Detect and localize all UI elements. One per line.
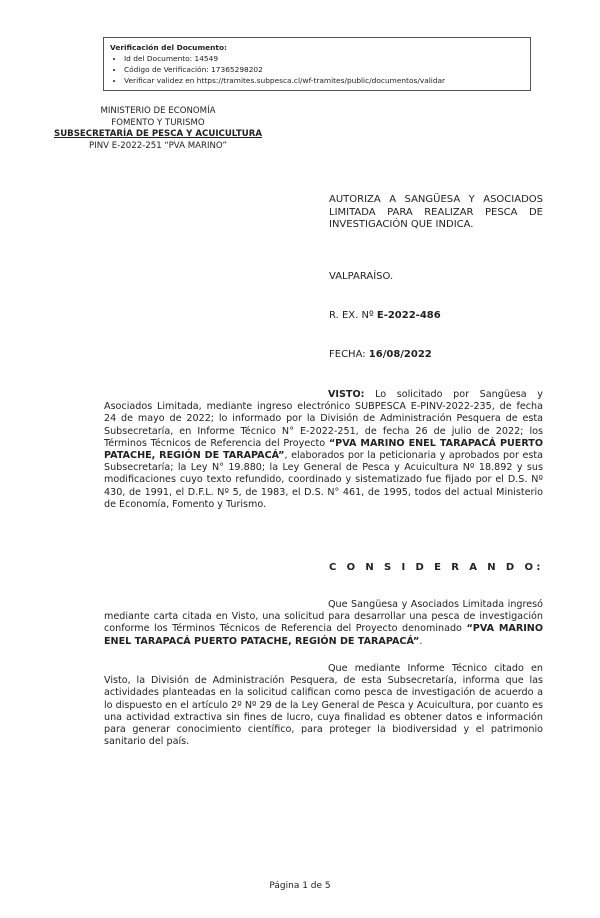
rex-line [329,310,441,321]
date-value: 16/08/2022 [368,349,432,360]
visto-paragraph [104,389,543,511]
verification-box [103,37,531,91]
page-number: Página 1 de 5 [269,881,331,891]
rex-label: R. EX. Nº [329,310,374,321]
visto-text-2: , elaborados por la peticionaria y aprobados por esta Subsecretaría; la Ley N° 19.880; la Ley General de Pesca y Acuicultura Nº 18.892 y sus modificaciones cuyo texto refundido, coordinado y sistematizado fue fijado por el D.S. Nº 430, de 1991, el D.F.L. Nº 5, de 1983, el D.S. N° 461, de 1995, todos del actual Ministerio de Economía, Fomento y Turismo. [104,450,543,510]
verification-title: Verificación del Documento: [110,43,227,52]
verification-code: • Código de Verificación: 17365298202 [124,64,524,75]
considerando-p1-text: Que Sangüesa y Asociados Limitada ingresó mediante carta citada en Visto, una solicitud para desarrollar una pesca de investigación conforme los Términos Técnicos de Referencia del Proyecto denominado [104,599,543,635]
verification-id: • Id del Documento: 14549 [124,53,524,64]
considerando-title: C O N S I D E R A N D O: [329,562,544,573]
document-header [36,106,280,152]
city-line: VALPARAÍSO. [329,271,394,282]
resolution-summary: AUTORIZA A SANGÜESA Y ASOCIADOS LIMITADA PARA REALIZAR PESCA DE INVESTIGACIÓN QUE INDICA. [329,194,543,230]
visto-project: “PVA MARINO ENEL TARAPACÁ PUERTO PATACHE, REGIÓN DE TARAPACÁ” [104,437,543,462]
reference-code: PINV E-2022-251 “PVA MARINO” [89,140,227,151]
considerando-paragraph-1 [104,599,543,648]
considerando-p1-end: . [419,635,423,647]
considerando-paragraph-2 [104,663,543,748]
visto-label: VISTO: [328,389,365,400]
date-label: FECHA: [329,349,366,360]
date-line [329,349,432,360]
subsecretaria-name: SUBSECRETARÍA DE PESCA Y ACUICULTURA [54,129,262,139]
verification-list [110,53,524,86]
visto-text-1: Lo solicitado por Sangüesa y Asociados Limitada, mediante ingreso electrónico SUBPESCA E-PINV-2022-235, de fecha 24 de mayo de 2022; lo informado por la División de Administración Pesquera de esta Subsecretaría, en Informe Técnico N° E-2022-251, de fecha 26 de julio de 2022; los Términos Técnicos de Referencia del Proyecto [104,389,543,449]
considerando-p2-text: Que mediante Informe Técnico citado en Visto, la División de Administración Pesquera, de esta Subsecretaría, informa que las actividades planteadas en la solicitud califican como pesca de investigación de acuerdo a lo dispuesto en el artículo 2º Nº 29 de la Ley General de Pesca y Acuicultura, por cuanto es una actividad extractiva sin fines de lucro, cuya finalidad es obtener datos e información para generar conocimiento científico, para proteger la biodiversidad y el patrimonio sanitario del país. [104,663,543,748]
rex-value: E-2022-486 [376,310,441,321]
ministry-name: MINISTERIO DE ECONOMÍA [100,106,216,116]
ministry-name-2: FOMENTO Y TURISMO [111,117,205,128]
verification-url[interactable]: • Verificar validez en https://tramites.subpesca.cl/wf-tramites/public/documentos/validar [124,75,524,86]
considerando-p1-project: “PVA MARINO ENEL TARAPACÁ PUERTO PATACHE, REGIÓN DE TARAPACÁ” [104,623,543,647]
